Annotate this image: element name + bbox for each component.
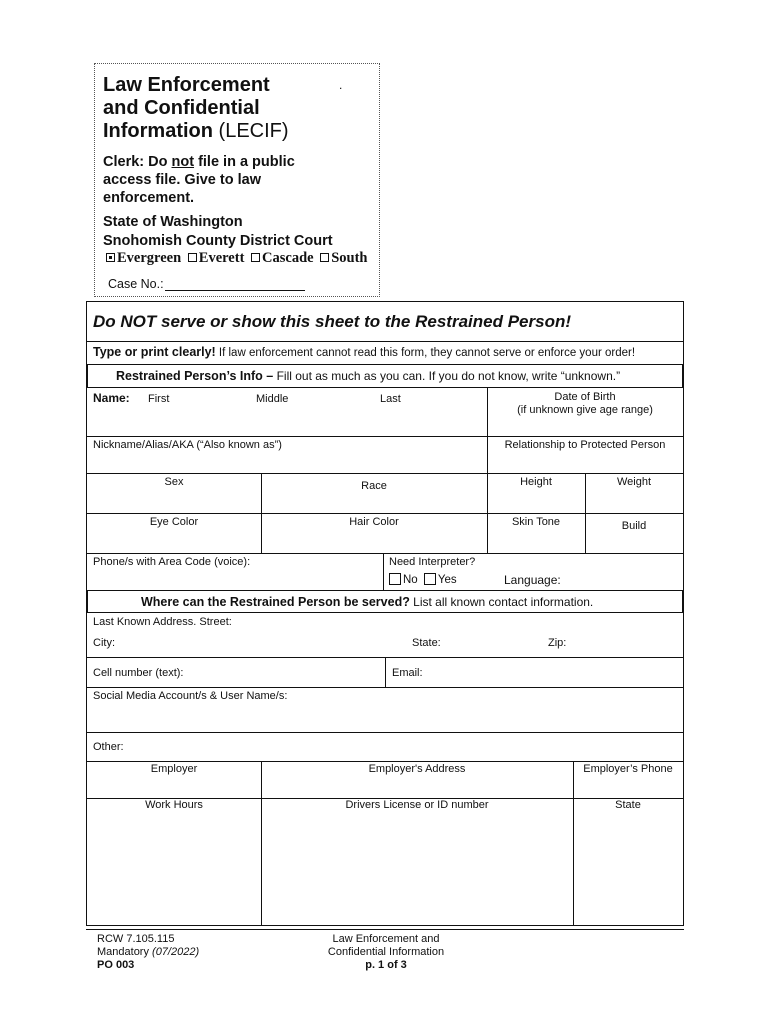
warning-text: Do NOT serve or show this sheet to the Restrained Person! — [93, 312, 571, 331]
social-row — [87, 688, 683, 733]
type-print-bold: Type or print clearly! — [93, 345, 216, 359]
type-print-row — [87, 342, 683, 364]
employer-address-label: Employer's Address — [368, 763, 466, 775]
interpreter-no-checkbox[interactable] — [389, 573, 401, 585]
header-dot: . — [339, 78, 343, 92]
restrained-person-form — [86, 301, 684, 926]
warning-row — [87, 302, 683, 342]
title-abbreviation: (LECIF) — [213, 120, 289, 142]
info-heading-rest: Fill out as much as you can. If you do not know, write “unknown.” — [273, 369, 621, 383]
cascade-checkbox[interactable] — [251, 253, 260, 262]
divider — [261, 762, 262, 925]
footer-title-1: Law Enforcement and — [332, 933, 440, 945]
zip-label: Zip: — [548, 637, 567, 649]
interpreter-label: Need Interpreter? — [389, 556, 476, 568]
clerk-not: not — [171, 154, 195, 170]
relationship-label: Relationship to Protected Person — [504, 439, 666, 451]
eye-color-label: Eye Color — [149, 516, 199, 528]
case-number — [108, 277, 305, 291]
divider — [385, 658, 386, 688]
interpreter-options — [389, 573, 457, 586]
footer-rule — [86, 929, 684, 930]
name-label: Name: — [93, 391, 130, 405]
footer-title-2: Confidential Information — [327, 946, 445, 958]
clerk-instruction — [103, 153, 303, 207]
evergreen-label: Evergreen — [117, 250, 182, 266]
employer-phone-label: Employer’s Phone — [583, 763, 673, 775]
served-heading-bold: Where can the Restrained Person be served? — [141, 595, 410, 609]
south-checkbox[interactable] — [320, 253, 329, 262]
dob-label: Date of Birth — [554, 391, 616, 403]
address-label: Last Known Address. Street: — [93, 616, 232, 628]
footer-mandatory-label: Mandatory — [97, 946, 153, 958]
email-label: Email: — [392, 667, 423, 679]
cascade-label: Cascade — [262, 250, 314, 266]
everett-checkbox[interactable] — [188, 253, 197, 262]
footer-page: p. 1 of 3 — [365, 959, 407, 971]
footer-mandatory-date: (07/2022) — [152, 946, 200, 958]
eye-hair-row — [87, 514, 683, 554]
city-label: City: — [93, 637, 115, 649]
interpreter-yes-checkbox[interactable] — [424, 573, 436, 585]
evergreen-checkbox[interactable] — [106, 253, 115, 262]
cell-email-row — [87, 658, 683, 688]
language-label: Language: — [504, 573, 561, 587]
height-label: Height — [520, 476, 552, 488]
type-print-rest: If law enforcement cannot read this form, they cannot serve or enforce your order! — [215, 347, 636, 359]
divider — [573, 762, 574, 925]
form-header-box — [94, 63, 380, 297]
dob-note: (if unknown give age range) — [517, 404, 653, 416]
footer-mandatory — [97, 946, 199, 959]
first-name-label: First — [148, 393, 170, 405]
clerk-post: file in a public access file. Give to law enforcement. — [103, 154, 295, 206]
license-label: Drivers License or ID number — [345, 799, 489, 811]
license-state-label: State — [615, 799, 641, 811]
hair-color-label: Hair Color — [349, 516, 399, 528]
info-heading-bold: Restrained Person’s Info – — [116, 369, 274, 383]
footer-left — [97, 933, 199, 972]
nickname-row — [87, 437, 683, 474]
nickname-label: Nickname/Alias/AKA (“Also known as”) — [93, 439, 282, 451]
employer-row — [87, 762, 683, 798]
address-row — [87, 613, 683, 658]
served-heading-box — [87, 590, 683, 613]
cell-label: Cell number (text): — [93, 667, 184, 679]
divider — [383, 554, 384, 590]
build-label: Build — [621, 520, 647, 532]
other-label: Other: — [93, 741, 124, 753]
title-line-2: and Confidential — [103, 97, 260, 119]
weight-label: Weight — [616, 476, 652, 488]
footer-center — [310, 933, 462, 972]
court-title: Snohomish County District Court — [103, 233, 333, 249]
form-title — [103, 74, 289, 143]
served-heading — [141, 595, 593, 609]
phone-row — [87, 554, 683, 590]
sex-label: Sex — [164, 476, 184, 488]
sex-race-row — [87, 474, 683, 514]
work-hours-label: Work Hours — [145, 799, 203, 811]
last-name-label: Last — [380, 393, 401, 405]
social-label: Social Media Account/s & User Name/s: — [93, 690, 288, 702]
clerk-pre: Clerk: Do — [103, 154, 172, 170]
court-locations — [103, 250, 368, 267]
south-label: South — [331, 250, 368, 266]
title-line-1: Law Enforcement — [103, 74, 270, 96]
phone-label: Phone/s with Area Code (voice): — [93, 556, 251, 568]
other-row — [87, 733, 683, 762]
state-label: State: — [412, 637, 441, 649]
state-name: State of Washington — [103, 214, 243, 230]
name-row — [87, 388, 683, 437]
footer-form-number: PO 003 — [97, 959, 135, 971]
everett-label: Everett — [198, 250, 245, 266]
served-heading-rest: List all known contact information. — [409, 595, 594, 609]
case-number-field[interactable] — [165, 278, 305, 291]
skin-tone-label: Skin Tone — [511, 516, 561, 528]
title-line-3: Information — [103, 120, 213, 142]
footer-rcw: RCW 7.105.115 — [97, 933, 175, 945]
no-label: No — [403, 574, 418, 586]
yes-label: Yes — [437, 574, 457, 586]
employer-label: Employer — [150, 763, 198, 775]
race-label: Race — [361, 480, 387, 492]
case-number-label: Case No.: — [108, 277, 164, 291]
court-name — [103, 213, 333, 251]
info-heading — [116, 369, 620, 383]
info-heading-box — [87, 364, 683, 388]
middle-name-label: Middle — [256, 393, 289, 405]
type-print-text — [93, 345, 635, 359]
work-license-row — [87, 798, 683, 925]
